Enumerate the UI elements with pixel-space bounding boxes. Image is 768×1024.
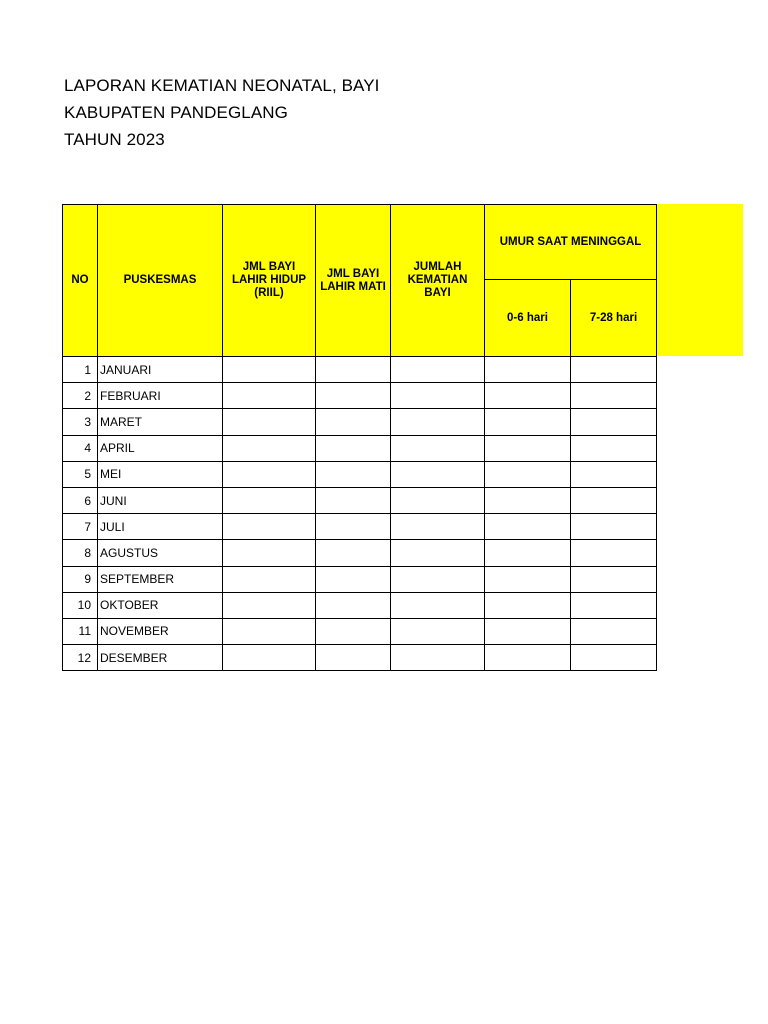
cell-umur-7-28 [571, 618, 657, 644]
row-number: 12 [63, 645, 98, 671]
cell-jumlah-kematian [391, 357, 485, 383]
cell-jumlah-kematian [391, 645, 485, 671]
cell-umur-0-6 [485, 357, 571, 383]
table-row [63, 645, 657, 671]
cell-lahir-hidup [223, 618, 316, 644]
cell-lahir-mati [316, 514, 391, 540]
table-row [63, 357, 657, 383]
row-number: 10 [63, 592, 98, 618]
row-number: 1 [63, 357, 98, 383]
cell-umur-7-28 [571, 487, 657, 513]
cell-lahir-mati [316, 461, 391, 487]
cell-lahir-hidup [223, 357, 316, 383]
row-month: JULI [98, 514, 223, 540]
cell-lahir-hidup [223, 461, 316, 487]
cell-umur-0-6 [485, 383, 571, 409]
header-puskesmas: PUSKESMAS [98, 205, 223, 357]
cell-jumlah-kematian [391, 540, 485, 566]
cell-lahir-mati [316, 592, 391, 618]
row-month: NOVEMBER [98, 618, 223, 644]
table-body [63, 357, 657, 671]
header-jml-lahir-hidup: JML BAYI LAHIR HIDUP (RIIL) [223, 205, 316, 357]
cell-umur-7-28 [571, 357, 657, 383]
row-month: MEI [98, 461, 223, 487]
report-regency: KABUPATEN PANDEGLANG [64, 103, 288, 122]
header-umur-7-28: 7-28 hari [571, 280, 657, 357]
cell-umur-0-6 [485, 645, 571, 671]
row-number: 4 [63, 435, 98, 461]
cell-umur-0-6 [485, 435, 571, 461]
table-row [63, 383, 657, 409]
cell-umur-7-28 [571, 383, 657, 409]
cell-lahir-hidup [223, 487, 316, 513]
table-row [63, 435, 657, 461]
cell-lahir-mati [316, 540, 391, 566]
cell-lahir-mati [316, 566, 391, 592]
row-month: AGUSTUS [98, 540, 223, 566]
row-number: 9 [63, 566, 98, 592]
cell-umur-0-6 [485, 618, 571, 644]
report-title: LAPORAN KEMATIAN NEONATAL, BAYI [64, 76, 380, 95]
row-number: 8 [63, 540, 98, 566]
cell-jumlah-kematian [391, 409, 485, 435]
cell-lahir-hidup [223, 409, 316, 435]
header-no: NO [63, 205, 98, 357]
cell-jumlah-kematian [391, 566, 485, 592]
report-title-block [64, 72, 379, 153]
cell-lahir-hidup [223, 514, 316, 540]
row-month: OKTOBER [98, 592, 223, 618]
row-month: MARET [98, 409, 223, 435]
cell-umur-0-6 [485, 461, 571, 487]
cell-lahir-hidup [223, 566, 316, 592]
cell-lahir-hidup [223, 645, 316, 671]
cell-umur-7-28 [571, 409, 657, 435]
cell-umur-0-6 [485, 592, 571, 618]
cell-jumlah-kematian [391, 618, 485, 644]
row-month: JANUARI [98, 357, 223, 383]
cell-umur-7-28 [571, 592, 657, 618]
cell-umur-7-28 [571, 461, 657, 487]
row-month: SEPTEMBER [98, 566, 223, 592]
header-jumlah-kematian: JUMLAH KEMATIAN BAYI [391, 205, 485, 357]
table-row [63, 566, 657, 592]
row-number: 7 [63, 514, 98, 540]
cell-lahir-hidup [223, 592, 316, 618]
cell-jumlah-kematian [391, 514, 485, 540]
cell-lahir-mati [316, 645, 391, 671]
row-number: 2 [63, 383, 98, 409]
row-month: FEBRUARI [98, 383, 223, 409]
cell-lahir-mati [316, 357, 391, 383]
cell-jumlah-kematian [391, 461, 485, 487]
row-number: 11 [63, 618, 98, 644]
row-month: APRIL [98, 435, 223, 461]
cell-umur-0-6 [485, 566, 571, 592]
row-number: 5 [63, 461, 98, 487]
table-row [63, 461, 657, 487]
cell-umur-0-6 [485, 540, 571, 566]
row-number: 6 [63, 487, 98, 513]
cell-umur-7-28 [571, 514, 657, 540]
cell-lahir-mati [316, 409, 391, 435]
cell-umur-0-6 [485, 514, 571, 540]
table-row [63, 592, 657, 618]
cell-lahir-hidup [223, 540, 316, 566]
cell-umur-7-28 [571, 645, 657, 671]
cell-umur-0-6 [485, 487, 571, 513]
table-row [63, 618, 657, 644]
cell-umur-7-28 [571, 435, 657, 461]
cell-umur-0-6 [485, 409, 571, 435]
cell-lahir-hidup [223, 435, 316, 461]
report-table [62, 204, 657, 671]
header-jml-lahir-mati: JML BAYI LAHIR MATI [316, 205, 391, 357]
table-row [63, 540, 657, 566]
cell-lahir-mati [316, 487, 391, 513]
row-month: DESEMBER [98, 645, 223, 671]
cell-jumlah-kematian [391, 487, 485, 513]
table-row [63, 487, 657, 513]
cell-lahir-mati [316, 435, 391, 461]
report-year: TAHUN 2023 [64, 130, 165, 149]
cell-jumlah-kematian [391, 383, 485, 409]
cell-jumlah-kematian [391, 592, 485, 618]
table-row [63, 514, 657, 540]
cell-jumlah-kematian [391, 435, 485, 461]
cell-lahir-mati [316, 618, 391, 644]
cell-umur-7-28 [571, 540, 657, 566]
header-umur-0-6: 0-6 hari [485, 280, 571, 357]
cell-lahir-hidup [223, 383, 316, 409]
row-number: 3 [63, 409, 98, 435]
row-month: JUNI [98, 487, 223, 513]
cell-umur-7-28 [571, 566, 657, 592]
header-umur-group: UMUR SAAT MENINGGAL [485, 205, 657, 280]
table-row [63, 409, 657, 435]
cell-lahir-mati [316, 383, 391, 409]
